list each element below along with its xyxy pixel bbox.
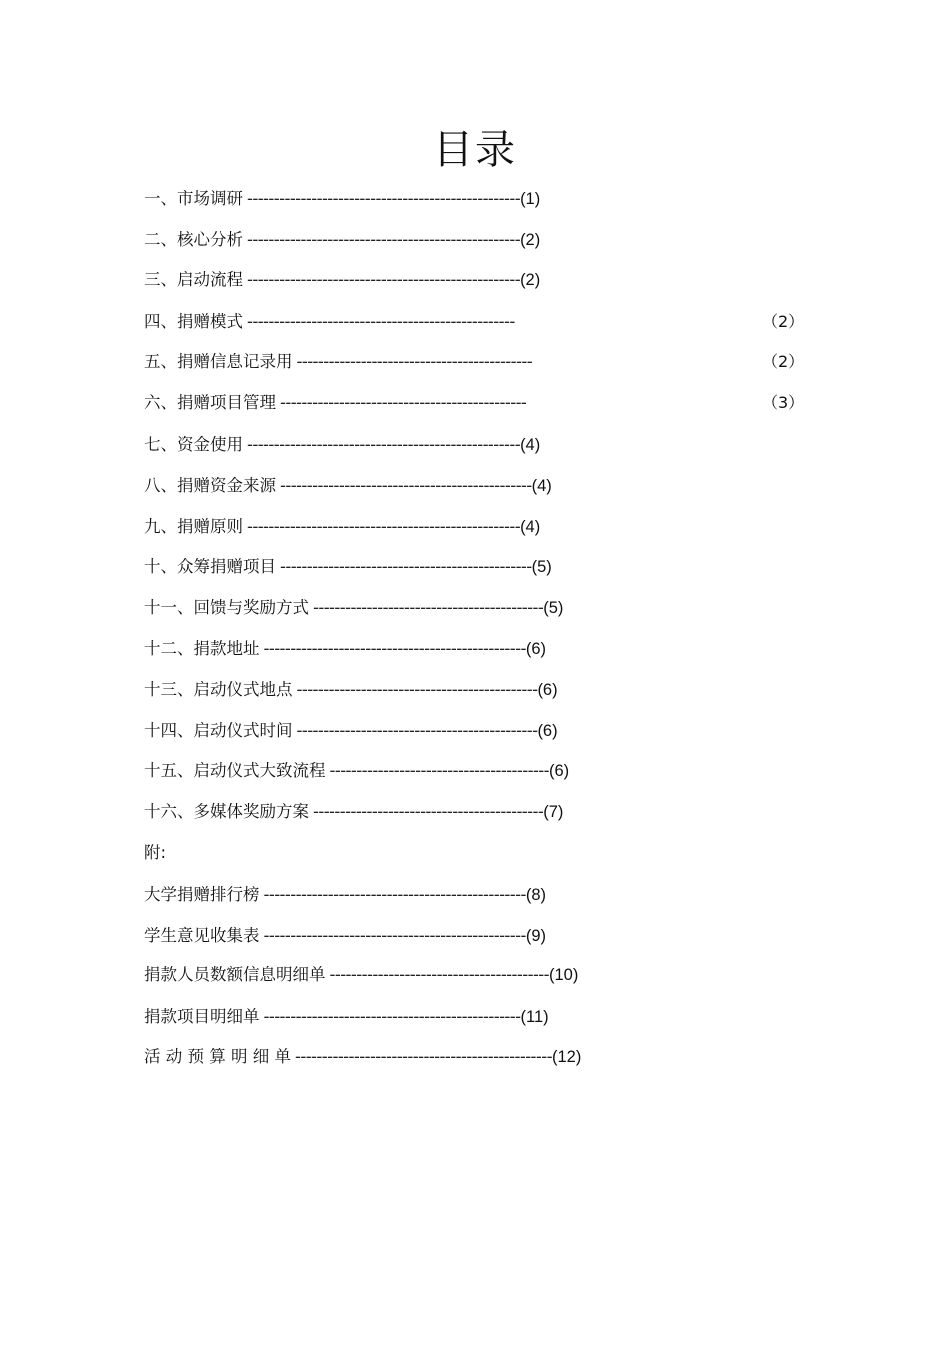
toc-entry[interactable] — [144, 310, 515, 334]
toc-entry[interactable] — [144, 555, 552, 579]
toc-entry[interactable] — [144, 719, 558, 743]
toc-entry[interactable] — [144, 596, 563, 620]
toc-entry-label: 七、资金使用 — [144, 435, 243, 454]
toc-leader: ------------------------------------------------ — [263, 1007, 521, 1026]
toc-leader: --------------------------------------------------- — [247, 435, 521, 454]
toc-page-number: （3） — [762, 393, 805, 412]
toc-page-number: (4) — [520, 436, 541, 454]
toc-entry-label: 八、捐赠资金来源 — [144, 476, 276, 495]
toc-entry-label: 捐款人员数额信息明细单 — [144, 965, 326, 984]
toc-leader: ------------------------------------------- — [313, 802, 544, 821]
toc-entry-label: 大学捐赠排行榜 — [144, 885, 260, 904]
toc-leader: --------------------------------------------------- — [247, 517, 521, 536]
toc-leader: ----------------------------------------------- — [280, 557, 532, 576]
toc-leader: ---------------------------------------------- — [280, 393, 527, 412]
toc-entry-label: 十三、启动仪式地点 — [144, 680, 293, 699]
toc-page-number: (5) — [531, 558, 552, 576]
appendix-entry[interactable] — [144, 963, 578, 987]
toc-entry[interactable] — [144, 187, 540, 211]
toc-entry-label: 五、捐赠信息记录用 — [144, 352, 293, 371]
toc-page-number: (1) — [520, 190, 541, 208]
toc-page-number: (6) — [525, 640, 547, 658]
toc-page-number: (9) — [525, 927, 547, 945]
toc-leader: ----------------------------------------- — [329, 761, 550, 780]
toc-leader: --------------------------------------------------- — [247, 230, 521, 249]
toc-entry[interactable] — [144, 433, 540, 457]
toc-page-number: (5) — [543, 599, 564, 617]
toc-entry-label: 十六、多媒体奖励方案 — [144, 802, 309, 821]
toc-leader: ------------------------------------------------- — [263, 885, 526, 904]
page-title: 目录 — [433, 127, 517, 173]
toc-page-number: (4) — [531, 477, 552, 495]
toc-leader: ------------------------------------------------- — [263, 639, 526, 658]
toc-entry-label: 十四、启动仪式时间 — [144, 721, 293, 740]
toc-leader: ------------------------------------------------- — [263, 926, 526, 945]
appendix-entry[interactable] — [144, 1005, 549, 1029]
toc-entry[interactable] — [144, 268, 540, 292]
toc-entry-label: 活 动 预 算 明 细 单 — [144, 1047, 291, 1066]
toc-page-number: (10) — [549, 966, 579, 984]
toc-entry-label: 十二、捐款地址 — [144, 639, 260, 658]
toc-entry-label: 捐款项目明细单 — [144, 1007, 260, 1026]
toc-entry-label: 学生意见收集表 — [144, 926, 260, 945]
toc-entry[interactable] — [144, 800, 563, 824]
toc-leader: ----------------------------------------- — [329, 965, 550, 984]
toc-entry-label: 三、启动流程 — [144, 270, 243, 289]
toc-page-number: (2) — [520, 271, 541, 289]
appendix-entry[interactable] — [144, 1045, 581, 1069]
toc-page-number: (8) — [525, 886, 547, 904]
appendix-entry[interactable] — [144, 883, 546, 907]
toc-entry[interactable] — [144, 637, 546, 661]
toc-leader: --------------------------------------------------- — [247, 270, 521, 289]
toc-entry-label: 四、捐赠模式 — [144, 312, 243, 331]
toc-leader: ----------------------------------------------- — [280, 476, 532, 495]
toc-entry[interactable] — [144, 759, 569, 783]
toc-entry[interactable] — [144, 474, 552, 498]
appendix-entry[interactable] — [144, 924, 546, 948]
toc-page-number: (12) — [551, 1048, 582, 1066]
toc-page-number: (4) — [520, 518, 541, 536]
toc-page-number: (6) — [537, 722, 558, 740]
toc-entry[interactable] — [144, 228, 540, 252]
toc-leader: -------------------------------------------------- — [247, 312, 515, 331]
toc-leader: --------------------------------------------- — [296, 680, 538, 699]
toc-entry-label: 九、捐赠原则 — [144, 517, 243, 536]
toc-leader: ------------------------------------------- — [313, 598, 544, 617]
toc-entry[interactable] — [144, 678, 558, 702]
appendix-heading: 附: — [144, 843, 167, 862]
toc-leader: --------------------------------------------- — [296, 721, 538, 740]
toc-page-number: (2) — [520, 231, 541, 249]
toc-entry[interactable] — [144, 391, 526, 415]
toc-page-number: (6) — [537, 681, 558, 699]
toc-page-number: (7) — [543, 803, 564, 821]
toc-entry-label: 十五、启动仪式大致流程 — [144, 761, 326, 780]
toc-entry[interactable] — [144, 350, 532, 374]
toc-entry-label: 十、众筹捐赠项目 — [144, 557, 276, 576]
toc-leader: ------------------------------------------------ — [294, 1047, 552, 1066]
toc-entry-label: 一、市场调研 — [144, 189, 243, 208]
toc-entry-label: 二、核心分析 — [144, 230, 243, 249]
toc-page-number: (6) — [549, 762, 570, 780]
toc-page-number: （2） — [762, 352, 805, 371]
toc-entry[interactable] — [144, 515, 540, 539]
toc-page-number: （2） — [762, 312, 805, 331]
toc-entry-label: 十一、回馈与奖励方式 — [144, 598, 309, 617]
toc-entry-label: 六、捐赠项目管理 — [144, 393, 276, 412]
toc-page-number: (11) — [520, 1008, 549, 1026]
toc-leader: --------------------------------------------------- — [247, 189, 521, 208]
toc-leader: -------------------------------------------- — [296, 352, 533, 371]
